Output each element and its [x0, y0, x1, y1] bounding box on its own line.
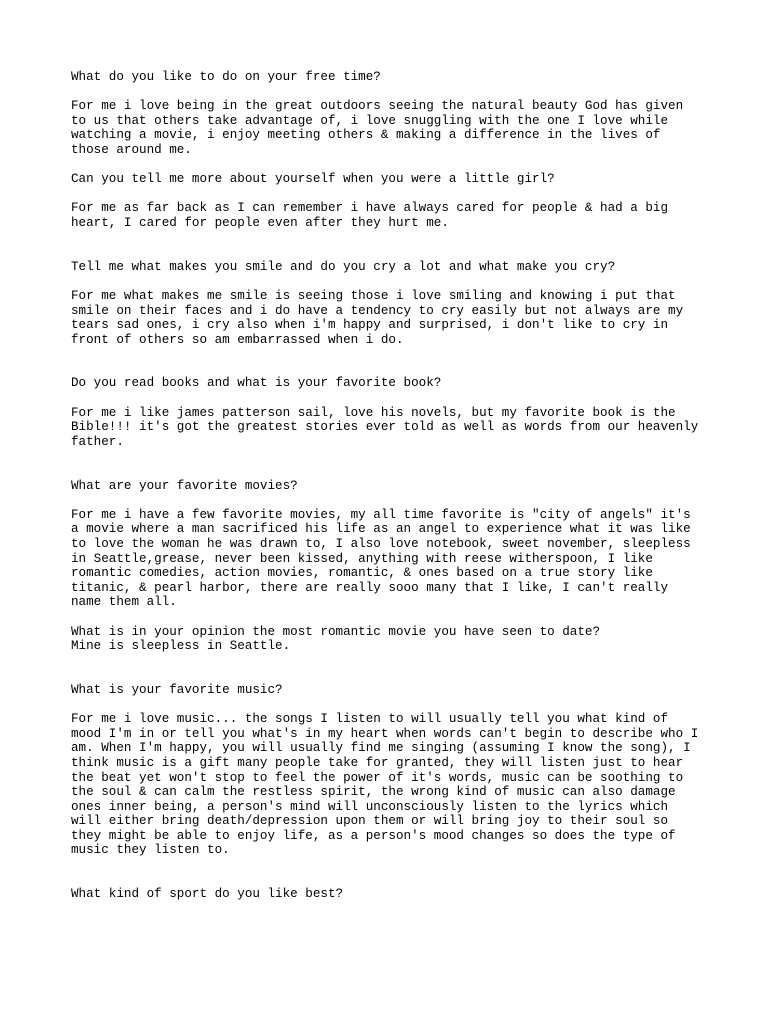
question-movies: What are your favorite movies? [71, 478, 298, 493]
answer-books: For me i like james patterson sail, love his novels, but my favorite book is the Bible!!! it's got the greatest stories ever told as well as words from our heavenly father. [71, 405, 699, 449]
question-romantic-movie: What is in your opinion the most romantic movie you have seen to date? Mine is sleepless in Seattle. [71, 624, 601, 654]
answer-movies: For me i have a few favorite movies, my all time favorite is "city of angels" it's a movie where a man sacrificed his life as an angel to experience what it was like to love the woman he was drawn to, I also love notebook, sweet november, sleepless in Seattle,grease, never been kissed, anything with reese witherspoon, I like romantic comedies, action movies, romantic, & ones based on a true story like titanic, & pearl harbor, there are really sooo many that I like, I can't really name them all. [71, 507, 691, 610]
answer-little-girl: For me as far back as I can remember i have always cared for people & had a big heart, I cared for people even after they hurt me. [71, 201, 669, 230]
answer-music: For me i love music... the songs I listen to will usually tell you what kind of mood I'm in or tell you what's in my heart when words can't begin to describe who I am. When I'm happy, you will usually find me singing (assuming I know the song), I think music is a gift many people take for granted, they will listen just to hear the beat yet won't stop to feel the power of it's words, music can be soothing to the soul & can calm the restless spirit, the wrong kind of music can also damage ones inner being, a person's mind will unconsciously listen to the lyrics which will either bring death/depression upon them or will bring joy to their soul so they might be able to enjoy life, as a person's mood changes so does the type of music they listen to. [71, 712, 699, 858]
question-books: Do you read books and what is your favorite book? [71, 376, 442, 391]
answer-smile-cry: For me what makes me smile is seeing those i love smiling and knowing i put that smile on their faces and i do have a tendency to cry easily but not always are my tears sad ones, i cry also when i'm happy and surprised, i don't like to cry in front of others so am embarrassed when i do. [71, 288, 684, 347]
answer-free-time: For me i love being in the great outdoors seeing the natural beauty God has given to us that others take advantage of, i love snuggling with the one I love while watching a movie, i enjoy meeting others & making a difference in the lives of those around me. [71, 99, 684, 157]
question-sport: What kind of sport do you like best? [71, 887, 344, 902]
question-little-girl: Can you tell me more about yourself when you were a little girl? [71, 172, 555, 187]
question-music: What is your favorite music? [71, 682, 283, 697]
question-free-time: What do you like to do on your free time? [71, 70, 381, 84]
question-smile-cry: Tell me what makes you smile and do you cry a lot and what make you cry? [71, 259, 616, 274]
